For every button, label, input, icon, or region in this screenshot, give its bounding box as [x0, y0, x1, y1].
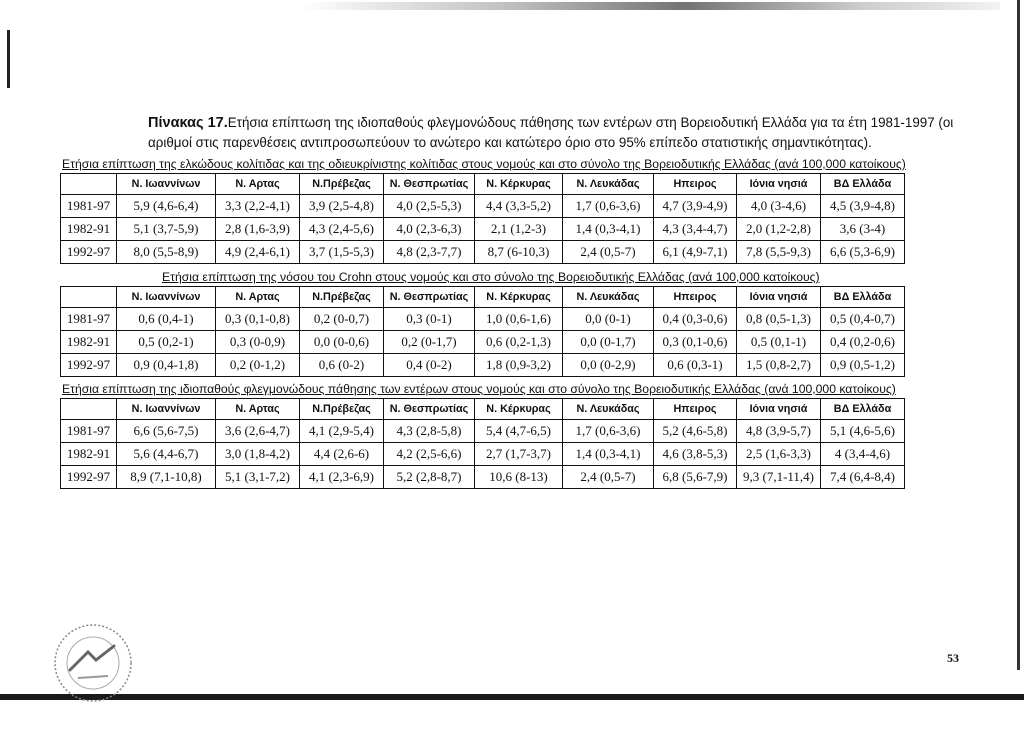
table-cell: 4,0 (2,5-5,3): [384, 195, 475, 218]
header-cell: Ν. Κέρκυρας: [475, 174, 563, 195]
table-cell: 3,7 (1,5-5,3): [300, 241, 384, 264]
table-cell: 2,8 (1,6-3,9): [216, 218, 300, 241]
table-cell: 0,8 (0,5-1,3): [737, 308, 821, 331]
table-cell: 8,9 (7,1-10,8): [117, 466, 216, 489]
scan-artifact-left: [7, 30, 10, 88]
table-row: [61, 331, 905, 354]
table-cell: 5,1 (3,1-7,2): [216, 466, 300, 489]
row-year: 1992-97: [61, 241, 117, 264]
table-cell: 1,4 (0,3-4,1): [563, 218, 654, 241]
header-cell: Ιόνια νησιά: [737, 287, 821, 308]
table-cell: 4,3 (2,8-5,8): [384, 420, 475, 443]
row-year: 1992-97: [61, 354, 117, 377]
table-cell: 2,5 (1,6-3,3): [737, 443, 821, 466]
header-cell: Ηπειρος: [654, 174, 737, 195]
table-cell: 0,6 (0,4-1): [117, 308, 216, 331]
table-cell: 0,9 (0,4-1,8): [117, 354, 216, 377]
table-cell: 3,9 (2,5-4,8): [300, 195, 384, 218]
table-3-title: Ετήσια επίπτωση της ιδιοπαθούς φλεγμονώδους πάθησης των εντέρων στους νομούς και στο σύνολο της Βορειοδυτικής Ελλάδας (ανά 100,000 κατοίκους): [62, 382, 896, 396]
header-cell: Ν. Αρτας: [216, 399, 300, 420]
table-cell: 0,0 (0-2,9): [563, 354, 654, 377]
table-row: [61, 354, 905, 377]
table-cell: 1,7 (0,6-3,6): [563, 195, 654, 218]
header-cell: Ν. Ιωαννίνων: [117, 287, 216, 308]
header-cell: ΒΔ Ελλάδα: [821, 287, 905, 308]
table-cell: 6,1 (4,9-7,1): [654, 241, 737, 264]
table-cell: 0,0 (0-1): [563, 308, 654, 331]
table-row: [61, 420, 905, 443]
table-row: [61, 443, 905, 466]
table-row: [61, 308, 905, 331]
table-cell: 4,8 (3,9-5,7): [737, 420, 821, 443]
table-cell: 4,1 (2,3-6,9): [300, 466, 384, 489]
header-cell: Ν. Θεσπρωτίας: [384, 174, 475, 195]
table-crohn: [60, 286, 905, 377]
table-cell: 4,8 (2,3-7,7): [384, 241, 475, 264]
row-year: 1981-97: [61, 195, 117, 218]
table-cell: 7,4 (6,4-8,4): [821, 466, 905, 489]
table-cell: 5,4 (4,7-6,5): [475, 420, 563, 443]
table-cell: 0,2 (0-1,2): [216, 354, 300, 377]
table-cell: 0,4 (0,2-0,6): [821, 331, 905, 354]
table-header-row: [61, 399, 905, 420]
table-cell: 4,1 (2,9-5,4): [300, 420, 384, 443]
header-cell: Ν. Λευκάδας: [563, 399, 654, 420]
header-cell: Ηπειρος: [654, 399, 737, 420]
table-cell: 0,4 (0,3-0,6): [654, 308, 737, 331]
table-cell: 0,6 (0-2): [300, 354, 384, 377]
table-cell: 4,4 (3,3-5,2): [475, 195, 563, 218]
header-cell: Ν. Θεσπρωτίας: [384, 287, 475, 308]
header-cell: Ν. Θεσπρωτίας: [384, 399, 475, 420]
table-cell: 6,6 (5,3-6,9): [821, 241, 905, 264]
library-stamp: [48, 618, 138, 708]
table-cell: 4,0 (2,3-6,3): [384, 218, 475, 241]
table-cell: 0,3 (0-1): [384, 308, 475, 331]
table-cell: 0,5 (0,1-1): [737, 331, 821, 354]
table-cell: 0,2 (0-1,7): [384, 331, 475, 354]
header-cell: Ν. Κέρκυρας: [475, 399, 563, 420]
caption-label: Πίνακας 17.: [148, 115, 228, 131]
table-cell: 0,9 (0,5-1,2): [821, 354, 905, 377]
table-cell: 0,4 (0-2): [384, 354, 475, 377]
header-cell: Ν. Αρτας: [216, 174, 300, 195]
header-cell: Ν.Πρέβεζας: [300, 287, 384, 308]
header-cell: [61, 287, 117, 308]
table-cell: 0,5 (0,2-1): [117, 331, 216, 354]
table-cell: 4,3 (2,4-5,6): [300, 218, 384, 241]
table-cell: 0,3 (0,1-0,8): [216, 308, 300, 331]
table-cell: 0,0 (0-0,6): [300, 331, 384, 354]
table-cell: 1,0 (0,6-1,6): [475, 308, 563, 331]
table-cell: 0,5 (0,4-0,7): [821, 308, 905, 331]
header-cell: Ν.Πρέβεζας: [300, 399, 384, 420]
table-cell: 4 (3,4-4,6): [821, 443, 905, 466]
header-cell: ΒΔ Ελλάδα: [821, 174, 905, 195]
table-cell: 5,1 (4,6-5,6): [821, 420, 905, 443]
header-cell: Ν. Λευκάδας: [563, 287, 654, 308]
row-year: 1981-97: [61, 308, 117, 331]
table-header-row: [61, 287, 905, 308]
table-cell: 0,3 (0-0,9): [216, 331, 300, 354]
page-number: 53: [947, 651, 959, 665]
table-cell: 5,6 (4,4-6,7): [117, 443, 216, 466]
table-cell: 3,3 (2,2-4,1): [216, 195, 300, 218]
table-cell: 8,0 (5,5-8,9): [117, 241, 216, 264]
table-1-title: Ετήσια επίπτωση της ελκώδους κολίτιδας και της οδιευκρίνιστης κολίτιδας στους νομούς και στο σύνολο της Βορειοδυτικής Ελλάδας (ανά 100,000 κατοίκους): [62, 157, 906, 171]
table-cell: 2,4 (0,5-7): [563, 241, 654, 264]
table-cell: 2,7 (1,7-3,7): [475, 443, 563, 466]
header-cell: Ν. Αρτας: [216, 287, 300, 308]
table-row: [61, 195, 905, 218]
row-year: 1992-97: [61, 466, 117, 489]
table-cell: 8,7 (6-10,3): [475, 241, 563, 264]
table-caption: [148, 113, 978, 152]
table-cell: 6,6 (5,6-7,5): [117, 420, 216, 443]
row-year: 1982-91: [61, 331, 117, 354]
scan-artifact-top: [300, 2, 1000, 10]
table-ibd: [60, 398, 905, 489]
scan-artifact-bottom: [0, 694, 1024, 700]
table-cell: 4,0 (3-4,6): [737, 195, 821, 218]
scan-artifact-right: [1017, 0, 1020, 670]
table-cell: 0,6 (0,3-1): [654, 354, 737, 377]
table-cell: 4,3 (3,4-4,7): [654, 218, 737, 241]
table-row: [61, 218, 905, 241]
table-cell: 1,4 (0,3-4,1): [563, 443, 654, 466]
table-cell: 0,0 (0-1,7): [563, 331, 654, 354]
table-cell: 3,6 (2,6-4,7): [216, 420, 300, 443]
table-cell: 10,6 (8-13): [475, 466, 563, 489]
table-cell: 0,2 (0-0,7): [300, 308, 384, 331]
table-cell: 5,2 (4,6-5,8): [654, 420, 737, 443]
header-cell: Ιόνια νησιά: [737, 399, 821, 420]
header-cell: Ιόνια νησιά: [737, 174, 821, 195]
header-cell: [61, 174, 117, 195]
table-cell: 2,0 (1,2-2,8): [737, 218, 821, 241]
table-cell: 4,2 (2,5-6,6): [384, 443, 475, 466]
header-cell: Ν. Λευκάδας: [563, 174, 654, 195]
header-cell: Ν.Πρέβεζας: [300, 174, 384, 195]
header-cell: Ν. Ιωαννίνων: [117, 174, 216, 195]
table-ulcerative-colitis: [60, 173, 905, 264]
table-row: [61, 241, 905, 264]
table-cell: 5,1 (3,7-5,9): [117, 218, 216, 241]
table-cell: 6,8 (5,6-7,9): [654, 466, 737, 489]
table-cell: 1,5 (0,8-2,7): [737, 354, 821, 377]
caption-text: Ετήσια επίπτωση της ιδιοπαθούς φλεγμονώδους πάθησης των εντέρων στη Βορειοδυτική Ελλάδα για τα έτη 1981-1997 (οι αριθμοί στις παρενθέσεις αντιπροσωπεύουν το ανώτερο και κατώτερο όριο στο 95% επίπεδο στατιστικής σημαντικότητας).: [148, 115, 954, 150]
header-cell: [61, 399, 117, 420]
table-cell: 3,6 (3-4): [821, 218, 905, 241]
table-cell: 0,6 (0,2-1,3): [475, 331, 563, 354]
table-cell: 4,4 (2,6-6): [300, 443, 384, 466]
table-cell: 7,8 (5,5-9,3): [737, 241, 821, 264]
header-cell: Ν. Κέρκυρας: [475, 287, 563, 308]
table-cell: 1,7 (0,6-3,6): [563, 420, 654, 443]
table-cell: 1,8 (0,9-3,2): [475, 354, 563, 377]
table-cell: 5,9 (4,6-6,4): [117, 195, 216, 218]
table-header-row: [61, 174, 905, 195]
table-cell: 2,4 (0,5-7): [563, 466, 654, 489]
table-cell: 4,6 (3,8-5,3): [654, 443, 737, 466]
table-row: [61, 466, 905, 489]
header-cell: Ν. Ιωαννίνων: [117, 399, 216, 420]
row-year: 1982-91: [61, 218, 117, 241]
table-cell: 4,9 (2,4-6,1): [216, 241, 300, 264]
table-2-title: Ετήσια επίπτωση της νόσου του Crohn στους νομούς και στο σύνολο της Βορειοδυτικής Ελλάδας (ανά 100,000 κατοίκους): [162, 270, 820, 284]
table-cell: 0,3 (0,1-0,6): [654, 331, 737, 354]
header-cell: ΒΔ Ελλάδα: [821, 399, 905, 420]
row-year: 1982-91: [61, 443, 117, 466]
table-cell: 2,1 (1,2-3): [475, 218, 563, 241]
row-year: 1981-97: [61, 420, 117, 443]
table-cell: 3,0 (1,8-4,2): [216, 443, 300, 466]
header-cell: Ηπειρος: [654, 287, 737, 308]
table-cell: 4,5 (3,9-4,8): [821, 195, 905, 218]
table-cell: 4,7 (3,9-4,9): [654, 195, 737, 218]
table-cell: 5,2 (2,8-8,7): [384, 466, 475, 489]
table-cell: 9,3 (7,1-11,4): [737, 466, 821, 489]
